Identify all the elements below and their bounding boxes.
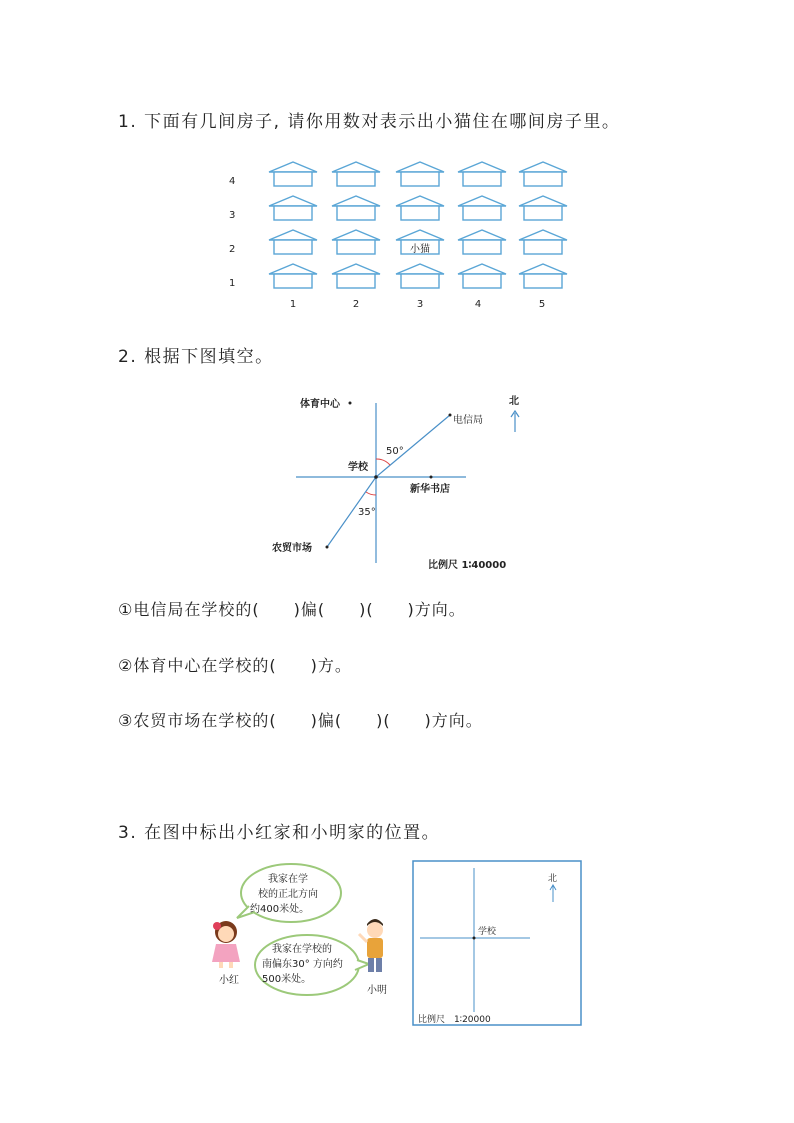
col-label: 4 xyxy=(474,299,482,310)
bubble-2-line-2: 南偏东30° 方向约 xyxy=(262,959,343,970)
house-layer xyxy=(269,162,567,288)
house-roof xyxy=(519,230,567,240)
house-roof xyxy=(269,264,317,274)
house-roof xyxy=(269,230,317,240)
house-body xyxy=(401,274,439,288)
map-school-point xyxy=(473,937,476,940)
house-roof xyxy=(396,230,444,240)
direction-map-q2 xyxy=(260,385,550,580)
col-label-layer xyxy=(290,299,545,310)
house xyxy=(458,196,506,220)
boy-name: 小明 xyxy=(367,985,387,996)
house-body xyxy=(401,206,439,220)
bubble-1-line-1: 我家在学 xyxy=(268,874,308,885)
gym-label: 体育中心 xyxy=(300,399,340,410)
house-roof xyxy=(458,264,506,274)
houses-grid xyxy=(215,150,595,320)
cat-label: 小猫 xyxy=(410,244,430,255)
house xyxy=(519,230,567,254)
direction-map-q3[interactable] xyxy=(412,860,584,1028)
q3-title: 3. 在图中标出小红家和小明家的位置。 xyxy=(118,823,441,843)
house-body xyxy=(463,240,501,254)
house-body xyxy=(337,240,375,254)
house-roof xyxy=(332,196,380,206)
row-label: 4 xyxy=(229,176,236,187)
house xyxy=(458,264,506,288)
house-roof xyxy=(396,162,444,172)
col-label: 2 xyxy=(352,299,360,310)
house xyxy=(519,264,567,288)
school-label: 学校 xyxy=(348,462,368,473)
q2-blank-1[interactable]: ①电信局在学校的( )偏( )( )方向。 xyxy=(118,600,466,619)
house-body xyxy=(463,172,501,186)
house-body xyxy=(337,172,375,186)
bubble-2-line-3: 500米处。 xyxy=(262,974,312,985)
house-body xyxy=(274,206,312,220)
bubble-1-line-2: 校的正北方向 xyxy=(258,889,318,900)
girl-figure xyxy=(212,921,240,968)
row-label: 3 xyxy=(229,210,236,221)
bookstore-label: 新华书店 xyxy=(410,484,450,495)
col-label: 3 xyxy=(416,299,424,310)
q2-blank-2[interactable]: ②体育中心在学校的( )方。 xyxy=(118,656,352,675)
house-roof xyxy=(332,264,380,274)
angle-sw-label: 35° xyxy=(358,507,376,518)
angle-ne-label: 50° xyxy=(386,446,404,457)
house xyxy=(269,230,317,254)
house-roof xyxy=(396,196,444,206)
house xyxy=(458,230,506,254)
house-body xyxy=(524,240,562,254)
bubble-1-line-3: 约400米处。 xyxy=(250,904,310,915)
col-label: 1 xyxy=(289,299,297,310)
house-roof xyxy=(458,196,506,206)
house xyxy=(332,230,380,254)
bubble-2-text xyxy=(262,942,358,987)
q2-blank-3[interactable]: ③农贸市场在学校的( )偏( )( )方向。 xyxy=(118,711,483,730)
school-point xyxy=(374,475,378,479)
house xyxy=(519,196,567,220)
house-roof xyxy=(519,162,567,172)
map-school-label: 学校 xyxy=(478,927,497,937)
house xyxy=(332,162,380,186)
house xyxy=(269,264,317,288)
house-roof xyxy=(458,230,506,240)
house-body xyxy=(524,172,562,186)
house-body xyxy=(337,206,375,220)
house-roof xyxy=(396,264,444,274)
house-roof xyxy=(269,196,317,206)
north-label: 北 xyxy=(509,396,519,407)
col-label: 5 xyxy=(538,299,546,310)
map-frame xyxy=(413,861,581,1025)
market-point xyxy=(326,546,329,549)
house-body xyxy=(463,274,501,288)
house-body xyxy=(274,172,312,186)
house xyxy=(396,196,444,220)
house-body xyxy=(463,206,501,220)
house-roof xyxy=(519,264,567,274)
telecom-label: 电信局 xyxy=(453,415,483,426)
scale-label: 比例尺 1∶40000 xyxy=(428,560,507,571)
gym-point xyxy=(349,402,352,405)
house xyxy=(396,264,444,288)
bubble-2-line-1: 我家在学校的 xyxy=(272,944,332,955)
house-roof xyxy=(519,196,567,206)
angle-arc-ne xyxy=(376,459,390,465)
telecom-point xyxy=(449,414,452,417)
house-body xyxy=(524,206,562,220)
map-scale-label: 比例尺 1∶20000 xyxy=(418,1015,491,1025)
row-label-layer xyxy=(229,176,235,289)
bookstore-point xyxy=(430,476,433,479)
house xyxy=(458,162,506,186)
house-body xyxy=(274,274,312,288)
map-north-label: 北 xyxy=(548,874,558,884)
house xyxy=(396,162,444,186)
house xyxy=(269,196,317,220)
house-body xyxy=(401,172,439,186)
house-body xyxy=(524,274,562,288)
house xyxy=(519,162,567,186)
q1-title: 1. 下面有几间房子, 请你用数对表示出小猫住在哪间房子里。 xyxy=(118,112,621,132)
q2-title: 2. 根据下图填空。 xyxy=(118,347,274,367)
row-label: 2 xyxy=(229,244,236,255)
house-roof xyxy=(332,230,380,240)
house-roof xyxy=(332,162,380,172)
house xyxy=(332,264,380,288)
house-roof xyxy=(458,162,506,172)
house-roof xyxy=(269,162,317,172)
house xyxy=(332,196,380,220)
angle-arc-sw xyxy=(366,492,376,495)
market-label: 农贸市场 xyxy=(272,543,312,554)
bubble-1-text xyxy=(246,872,330,917)
row-label: 1 xyxy=(229,278,236,289)
house-body xyxy=(274,240,312,254)
house xyxy=(269,162,317,186)
girl-name: 小红 xyxy=(219,975,239,986)
house-body xyxy=(337,274,375,288)
